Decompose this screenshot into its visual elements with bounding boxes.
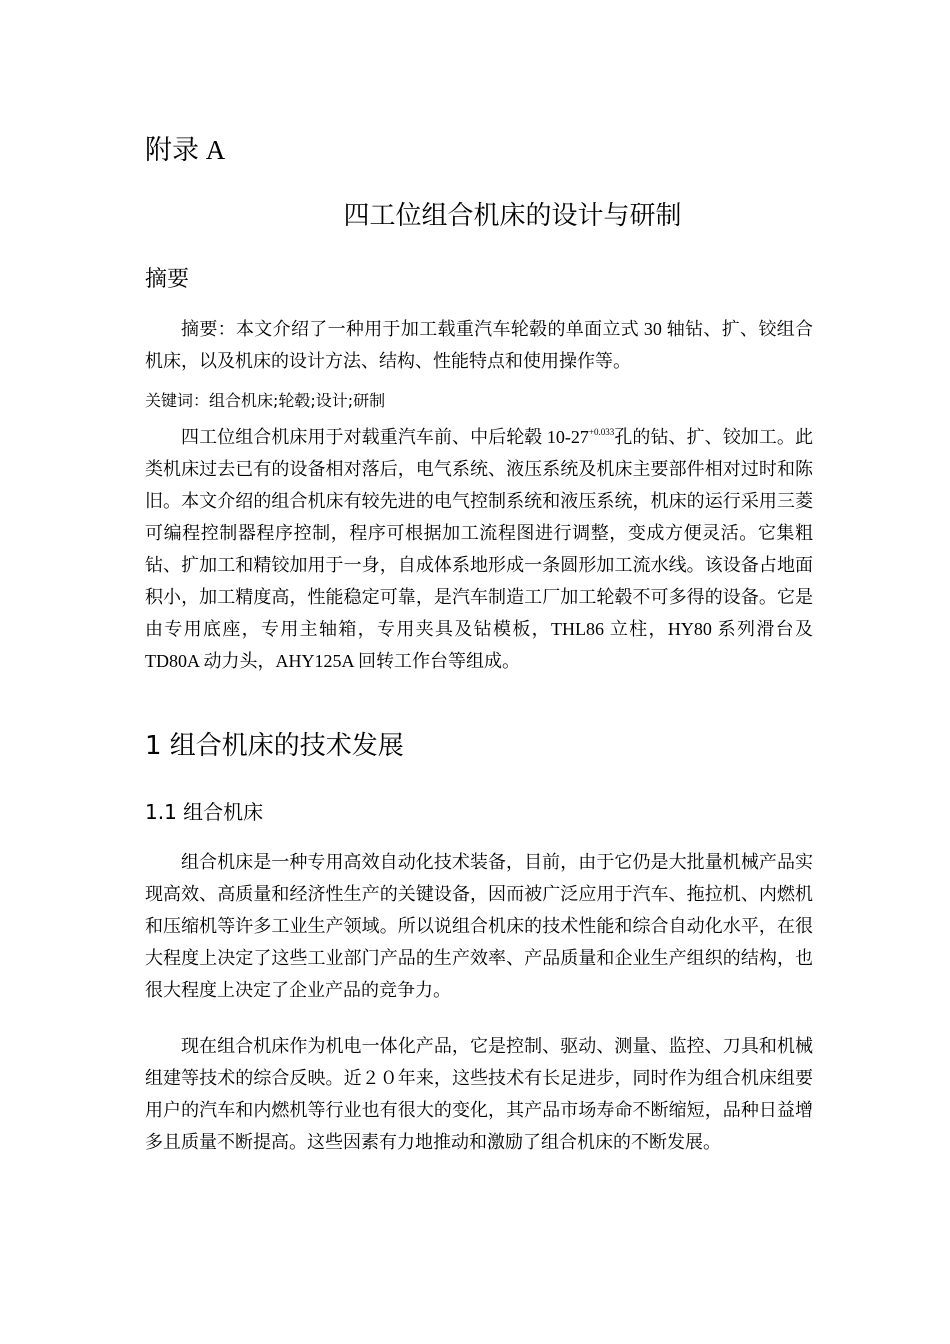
body-paragraph: 现在组合机床作为机电一体化产品，它是控制、驱动、测量、监控、刀具和机械组建等技术的综合反映。近２０年来，这些技术有长足进步，同时作为组合机床组要用户的汽车和内燃机等行业也有很大的变化，其产品市场寿命不断缩短，品种日益增多且质量不断提高。这些因素有力地推动和激励了组合机床的不断发展。 — [145, 1036, 813, 1152]
abstract-paragraph: 摘要：本文介绍了一种用于加工载重汽车轮毂的单面立式 30 轴钻、扩、铰组合机床，以及机床的设计方法、结构、性能特点和使用操作等。 — [145, 319, 813, 371]
paper-title: 四工位组合机床的设计与研制 — [343, 201, 682, 231]
intro-text-after: 孔的钻、扩、铰加工。此类机床过去已有的设备相对落后，电气系统、液压系统及机床主要部件相对过时和陈旧。本文介绍的组合机床有较先进的电气控制系统和液压系统，机床的运行采用三菱可编程控制器程序控制，程序可根据加工流程图进行调整，变成方便灵活。它集粗钻、扩加工和精铰加用于一身，自成体系地形成一条圆形加工流水线。该设备占地面积小，加工精度高，性能稳定可靠，是汽车制造工厂加工轮毂不可多得的设备。它是由专用底座，专用主轴箱，专用夹具及钻模板，THL86 立柱，HY80 系列滑台及 TD80A 动力头，AHY125A 回转工作台等组成。 — [145, 427, 813, 671]
intro-text-before: 四工位组合机床用于对载重汽车前、中后轮毂 10-27 — [181, 427, 589, 447]
keywords-line: 关键词：组合机床;轮毂;设计;研制 — [145, 391, 386, 410]
abstract-heading: 摘要 — [145, 267, 190, 292]
tolerance-superscript: +0.033 — [588, 427, 615, 437]
section-1-heading: 1 组合机床的技术发展 — [145, 731, 404, 761]
intro-paragraph — [145, 421, 813, 677]
body-paragraph: 组合机床是一种专用高效自动化技术装备，目前，由于它仍是大批量机械产品实现高效、高质量和经济性生产的关键设备，因而被广泛应用于汽车、拖拉机、内燃机和压缩机等许多工业生产领域。所以说组合机床的技术性能和综合自动化水平，在很大程度上决定了这些工业部门产品的生产效率、产品质量和企业生产组织的结构，也很大程度上决定了企业产品的竞争力。 — [145, 852, 813, 1000]
appendix-title: 附录 A — [145, 135, 226, 165]
section-1-1-heading: 1.1 组合机床 — [145, 800, 264, 824]
